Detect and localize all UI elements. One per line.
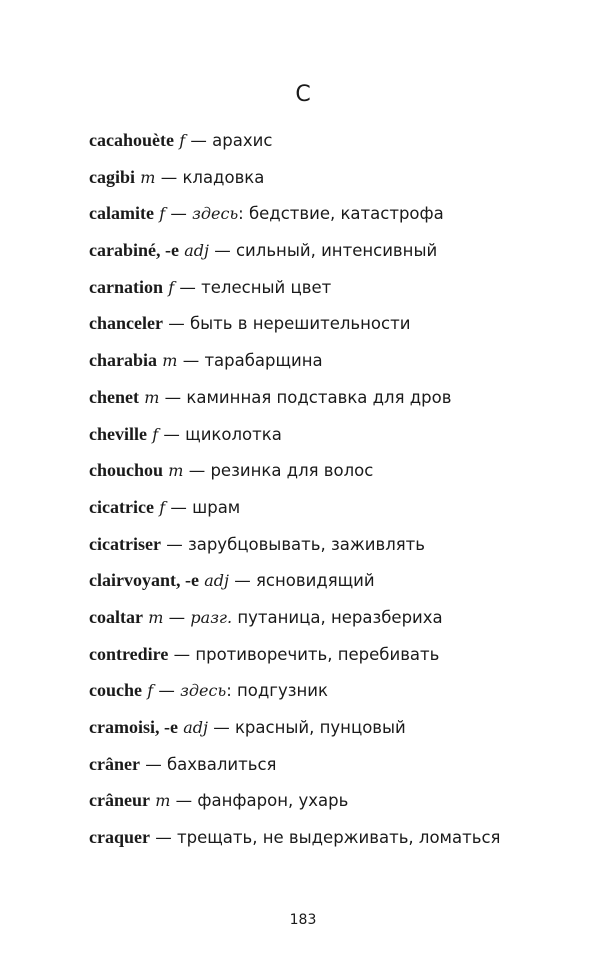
dash: — — [182, 351, 200, 371]
grammar-tag: f — [152, 424, 159, 444]
headword: contredire — [89, 643, 169, 664]
translation: путаница, неразбериха — [237, 607, 443, 627]
glossary-entry — [89, 676, 589, 713]
translation: ясновидящий — [255, 571, 375, 591]
translation: шрам — [192, 497, 241, 517]
glossary-entry — [89, 750, 589, 787]
grammar-tag: adj — [183, 718, 208, 737]
grammar-tag: f — [179, 131, 186, 150]
page-number: 183 — [289, 912, 317, 928]
headword: cicatrice — [89, 496, 154, 517]
headword: chenet — [89, 386, 139, 407]
translation: красный, пунцовый — [234, 718, 406, 737]
glossary-entry — [89, 126, 589, 163]
translation: трещать, не выдерживать, ломаться — [176, 828, 501, 848]
headword: couche — [89, 680, 142, 701]
glossary-entry — [89, 530, 589, 567]
usage-note: здесь — [192, 204, 239, 224]
headword: chanceler — [89, 313, 163, 334]
translation: кладовка — [182, 167, 265, 187]
headword: cicatriser — [89, 533, 161, 554]
dash: — — [155, 828, 172, 848]
headword: calamite — [89, 203, 154, 224]
glossary-entry — [89, 640, 589, 677]
translation: тарабарщина — [204, 351, 323, 371]
grammar-tag: m — [148, 607, 164, 627]
dash: — — [145, 754, 162, 774]
glossary-entry — [89, 493, 589, 530]
glossary-entry — [89, 346, 589, 383]
glossary-entry — [89, 603, 589, 640]
grammar-tag: m — [144, 387, 160, 407]
headword: chouchou — [89, 460, 164, 481]
usage-note: разг. — [190, 607, 233, 627]
dash: — — [166, 534, 183, 554]
glossary-entry — [89, 823, 589, 860]
translation: противоречить, перебивать — [195, 644, 440, 664]
headword: coaltar — [89, 606, 143, 627]
glossary-list — [89, 126, 589, 860]
grammar-tag: m — [162, 351, 178, 371]
dash: — — [175, 791, 193, 811]
glossary-entry — [89, 566, 589, 603]
grammar-tag: m — [155, 791, 171, 811]
headword: charabia — [89, 350, 158, 371]
dash: — — [214, 241, 231, 261]
usage-note: здесь — [180, 681, 227, 701]
dash: — — [164, 387, 182, 407]
headword: carnation — [89, 276, 163, 297]
translation: : бедствие, катастрофа — [238, 204, 444, 224]
glossary-entry — [89, 383, 589, 420]
translation: бахвалиться — [166, 754, 277, 774]
dash: — — [188, 461, 206, 481]
translation: телесный цвет — [201, 277, 332, 297]
grammar-tag: f — [159, 204, 166, 224]
glossary-entry — [89, 420, 589, 457]
grammar-tag: f — [159, 497, 166, 517]
dash: — — [213, 718, 230, 737]
headword: carabiné, -e — [89, 240, 179, 261]
glossary-entry — [89, 199, 589, 236]
grammar-tag: m — [168, 461, 184, 481]
headword: cramoisi, -e — [89, 717, 178, 737]
headword: cagibi — [89, 166, 136, 187]
grammar-tag: m — [140, 167, 156, 187]
glossary-entry — [89, 273, 589, 310]
glossary-entry — [89, 236, 589, 273]
translation: : подгузник — [226, 681, 328, 701]
dash: — — [190, 131, 207, 150]
dash: — — [170, 497, 187, 517]
grammar-tag: f — [168, 277, 175, 297]
glossary-entry — [89, 713, 589, 750]
dash: — — [168, 607, 186, 627]
headword: cheville — [89, 423, 147, 444]
grammar-tag: adj — [184, 241, 209, 261]
dash: — — [160, 167, 178, 187]
headword: clairvoyant, -e — [89, 570, 199, 591]
dash: — — [163, 424, 180, 444]
grammar-tag: f — [147, 681, 154, 701]
dash: — — [179, 277, 196, 297]
glossary-entry — [89, 456, 589, 493]
translation: фанфарон, ухарь — [197, 791, 349, 811]
dash: — — [234, 571, 251, 591]
dash: — — [170, 204, 187, 224]
headword: craquer — [89, 827, 150, 848]
headword: cacahouète — [89, 130, 174, 150]
glossary-entry — [89, 309, 589, 346]
translation: зарубцовывать, заживлять — [187, 534, 425, 554]
headword: crâneur — [89, 790, 150, 811]
translation: каминная подставка для дров — [186, 387, 452, 407]
glossary-entry — [89, 786, 589, 823]
section-letter: C — [295, 82, 311, 107]
dash: — — [173, 644, 191, 664]
dash: — — [168, 314, 185, 334]
dash: — — [158, 681, 175, 701]
translation: резинка для волос — [210, 461, 374, 481]
headword: crâner — [89, 753, 140, 774]
glossary-entry — [89, 163, 589, 200]
grammar-tag: adj — [204, 571, 229, 591]
translation: сильный, интенсивный — [235, 241, 438, 261]
translation: быть в нерешительности — [189, 314, 411, 334]
translation: щиколотка — [185, 424, 282, 444]
translation: арахис — [212, 131, 273, 150]
